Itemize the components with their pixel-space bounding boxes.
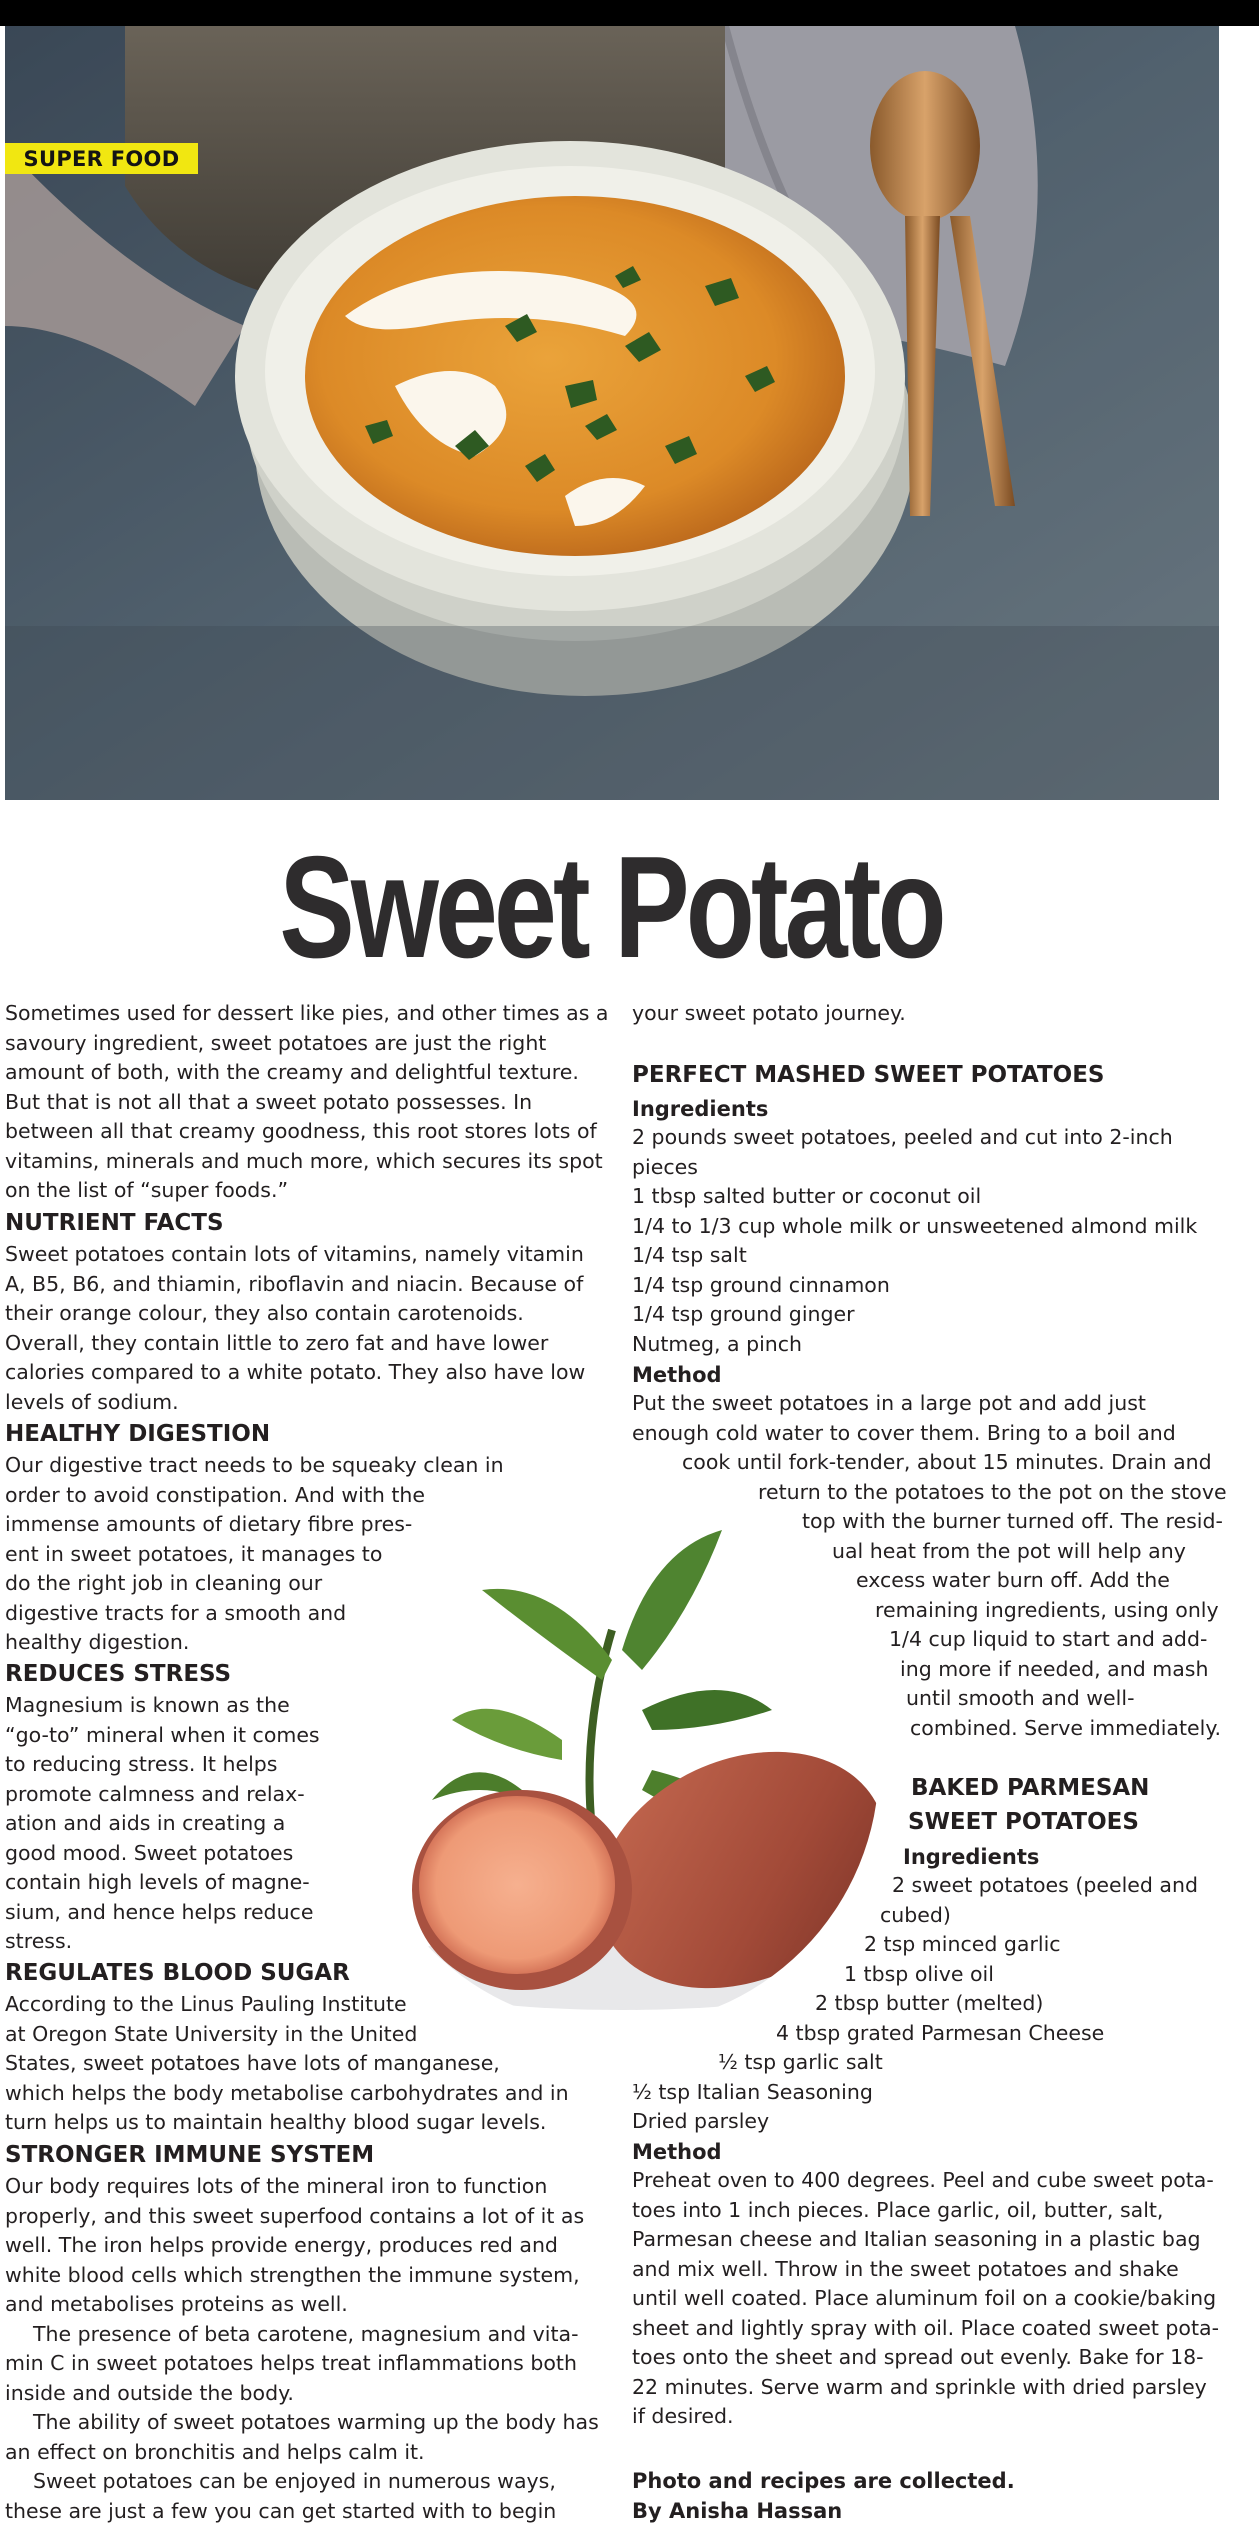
immune-line: white blood cells which strengthen the immune system, (5, 2262, 580, 2287)
method-line: sheet and lightly spray with oil. Place coated sweet pota- (632, 2315, 1219, 2340)
intro-line: Sometimes used for dessert like pies, and other times as a (5, 1001, 609, 1025)
digestion-line: healthy digestion. (5, 1630, 190, 1654)
stress-line: Magnesium is known as the (5, 1693, 290, 1717)
method-line: Put the sweet potatoes in a large pot and add just (632, 1391, 1146, 1415)
stronger-immune-system-heading: STRONGER IMMUNE SYSTEM (5, 2142, 375, 2168)
ingredient-line: 2 tbsp butter (melted) (815, 1991, 1044, 2015)
recipe2-ingredients-label: Ingredients (903, 1845, 1040, 1869)
method-line: cook until fork-tender, about 15 minutes. Drain and (682, 1450, 1212, 1474)
digestion-line: order to avoid constipation. And with the (5, 1482, 426, 1507)
ingredient-line: Dried parsley (632, 2109, 770, 2133)
recipe1-title: PERFECT MASHED SWEET POTATOES (632, 1062, 1105, 1088)
immune-line: properly, and this sweet superfood contains a lot of it as (5, 2203, 585, 2228)
immune-line: min C in sweet potatoes helps treat inflammations both (5, 2351, 577, 2375)
ingredient-line: 1 tbsp salted butter or coconut oil (632, 1184, 982, 1208)
digestion-line: immense amounts of dietary fibre pres- (5, 1512, 413, 1536)
nutrient-line: calories compared to a white potato. They also have low (5, 1360, 586, 1384)
immune-line: well. The iron helps provide energy, produces red and (5, 2233, 558, 2257)
method-line: ing more if needed, and mash (900, 1656, 1209, 1681)
ingredient-line: 2 sweet potatoes (peeled and (892, 1873, 1198, 1897)
credit-note: Photo and recipes are collected. (632, 2469, 1015, 2493)
reduces-stress-heading: REDUCES STRESS (5, 1661, 232, 1687)
immune-line: an effect on bronchitis and helps calm it. (5, 2439, 425, 2464)
digestion-line: digestive tracts for a smooth and (5, 1600, 347, 1625)
recipe2-title-line2: SWEET POTATOES (908, 1809, 1139, 1835)
stress-line: to reducing stress. It helps (5, 1752, 278, 1776)
ingredient-line: 1/4 tsp salt (632, 1243, 747, 1267)
ingredient-line: 1 tbsp olive oil (844, 1961, 994, 1986)
stress-line: sium, and hence helps reduce (5, 1899, 314, 1924)
intro-line: on the list of “super foods.” (5, 1178, 289, 1202)
continuation-line: your sweet potato journey. (632, 1001, 906, 1025)
method-line: ual heat from the pot will help any (832, 1538, 1186, 1563)
sugar-line: States, sweet potatoes have lots of manganese, (5, 2051, 500, 2075)
ingredient-line: cubed) (880, 1902, 951, 1927)
ingredient-line: 4 tbsp grated Parmesan Cheese (776, 2020, 1105, 2045)
intro-line: But that is not all that a sweet potato possesses. In (5, 1089, 533, 1114)
immune-line: and metabolises proteins as well. (5, 2292, 348, 2316)
ingredient-line: ½ tsp garlic salt (718, 2050, 883, 2074)
stress-line: good mood. Sweet potatoes (5, 1840, 294, 1865)
nutrient-facts-heading: NUTRIENT FACTS (5, 1210, 224, 1236)
method-line: combined. Serve immediately. (910, 1715, 1222, 1740)
recipe2-method-label: Method (632, 2140, 722, 2164)
nutrient-line: their orange colour, they also contain carotenoids. (5, 1301, 524, 1325)
method-line: until smooth and well- (906, 1686, 1135, 1710)
ingredient-line: 1/4 tsp ground ginger (632, 1302, 855, 1326)
digestion-line: ent in sweet potatoes, it manages to (5, 1541, 383, 1566)
super-food-tag: SUPER FOOD (5, 143, 198, 174)
method-line: enough cold water to cover them. Bring to a boil and (632, 1420, 1176, 1445)
method-line: if desired. (632, 2404, 734, 2428)
method-line: toes into 1 inch pieces. Place garlic, oil, butter, salt, (632, 2197, 1164, 2222)
method-line: excess water burn off. Add the (856, 1568, 1170, 1592)
ingredient-line: Nutmeg, a pinch (632, 1331, 803, 1356)
nutrient-line: A, B5, B6, and thiamin, riboflavin and niacin. Because of (5, 1271, 584, 1296)
method-line: top with the burner turned off. The resid- (802, 1509, 1223, 1533)
method-line: 1/4 cup liquid to start and add- (889, 1627, 1208, 1651)
sugar-line: turn helps us to maintain healthy blood sugar levels. (5, 2110, 547, 2134)
intro-line: amount of both, with the creamy and delightful texture. (5, 1060, 579, 1084)
ingredient-line: 1/4 tsp ground cinnamon (632, 1272, 890, 1297)
intro-line: between all that creamy goodness, this root stores lots of (5, 1119, 597, 1143)
method-line: return to the potatoes to the pot on the stove (758, 1479, 1227, 1504)
digestion-line: Our digestive tract needs to be squeaky clean in (5, 1453, 504, 1477)
sugar-line: which helps the body metabolise carbohydrates and in (5, 2080, 569, 2105)
sweet-potato-photo (352, 1500, 882, 2030)
top-black-bar (0, 0, 1259, 26)
nutrient-line: Sweet potatoes contain lots of vitamins, namely vitamin (5, 1242, 584, 1266)
article-title: Sweet Potato (279, 826, 943, 988)
stress-line: “go-to” mineral when it comes (5, 1722, 320, 1747)
intro-line: savoury ingredient, sweet potatoes are just the right (5, 1030, 547, 1055)
ingredient-line: ½ tsp Italian Seasoning (632, 2079, 873, 2104)
healthy-digestion-heading: HEALTHY DIGESTION (5, 1421, 271, 1447)
stress-line: promote calmness and relax- (5, 1781, 305, 1806)
ingredient-line: 1/4 to 1/3 cup whole milk or unsweetened almond milk (632, 1213, 1198, 1238)
immune-line: Sweet potatoes can be enjoyed in numerous ways, (33, 2469, 556, 2493)
nutrient-line: levels of sodium. (5, 1389, 179, 1414)
ingredient-line: pieces (632, 1154, 698, 1179)
immune-line: these are just a few you can get started with to begin (5, 2498, 557, 2523)
stress-line: stress. (5, 1929, 73, 1953)
ingredient-line: 2 tsp minced garlic (864, 1932, 1061, 1956)
method-line: remaining ingredients, using only (875, 1597, 1219, 1622)
immune-line: The presence of beta carotene, magnesium and vita- (33, 2321, 579, 2346)
recipe1-method-label: Method (632, 1363, 722, 1387)
method-line: Preheat oven to 400 degrees. Peel and cube sweet pota- (632, 2168, 1214, 2192)
method-line: until well coated. Place aluminum foil on a cookie/baking (632, 2286, 1217, 2310)
immune-line: inside and outside the body. (5, 2380, 294, 2405)
byline: By Anisha Hassan (632, 2499, 843, 2523)
method-line: Parmesan cheese and Italian seasoning in a plastic bag (632, 2227, 1201, 2251)
method-line: and mix well. Throw in the sweet potatoes and shake (632, 2256, 1179, 2281)
immune-line: Our body requires lots of the mineral iron to function (5, 2174, 548, 2198)
sugar-line: According to the Linus Pauling Institute (5, 1992, 407, 2016)
stress-line: ation and aids in creating a (5, 1811, 286, 1835)
recipe1-ingredients-label: Ingredients (632, 1097, 769, 1121)
ingredient-line: 2 pounds sweet potatoes, peeled and cut into 2-inch (632, 1125, 1173, 1149)
method-line: 22 minutes. Serve warm and sprinkle with dried parsley (632, 2374, 1207, 2399)
method-line: toes onto the sheet and spread out evenly. Bake for 18- (632, 2345, 1204, 2369)
nutrient-line: Overall, they contain little to zero fat and have lower (5, 1330, 549, 1355)
intro-line: vitamins, minerals and much more, which secures its spot (5, 1148, 603, 1173)
regulates-blood-sugar-heading: REGULATES BLOOD SUGAR (5, 1960, 350, 1986)
stress-line: contain high levels of magne- (5, 1870, 310, 1894)
immune-line: The ability of sweet potatoes warming up the body has (33, 2410, 599, 2434)
sugar-line: at Oregon State University in the United (5, 2021, 418, 2046)
recipe2-title-line1: BAKED PARMESAN (911, 1775, 1150, 1801)
digestion-line: do the right job in cleaning our (5, 1571, 323, 1595)
